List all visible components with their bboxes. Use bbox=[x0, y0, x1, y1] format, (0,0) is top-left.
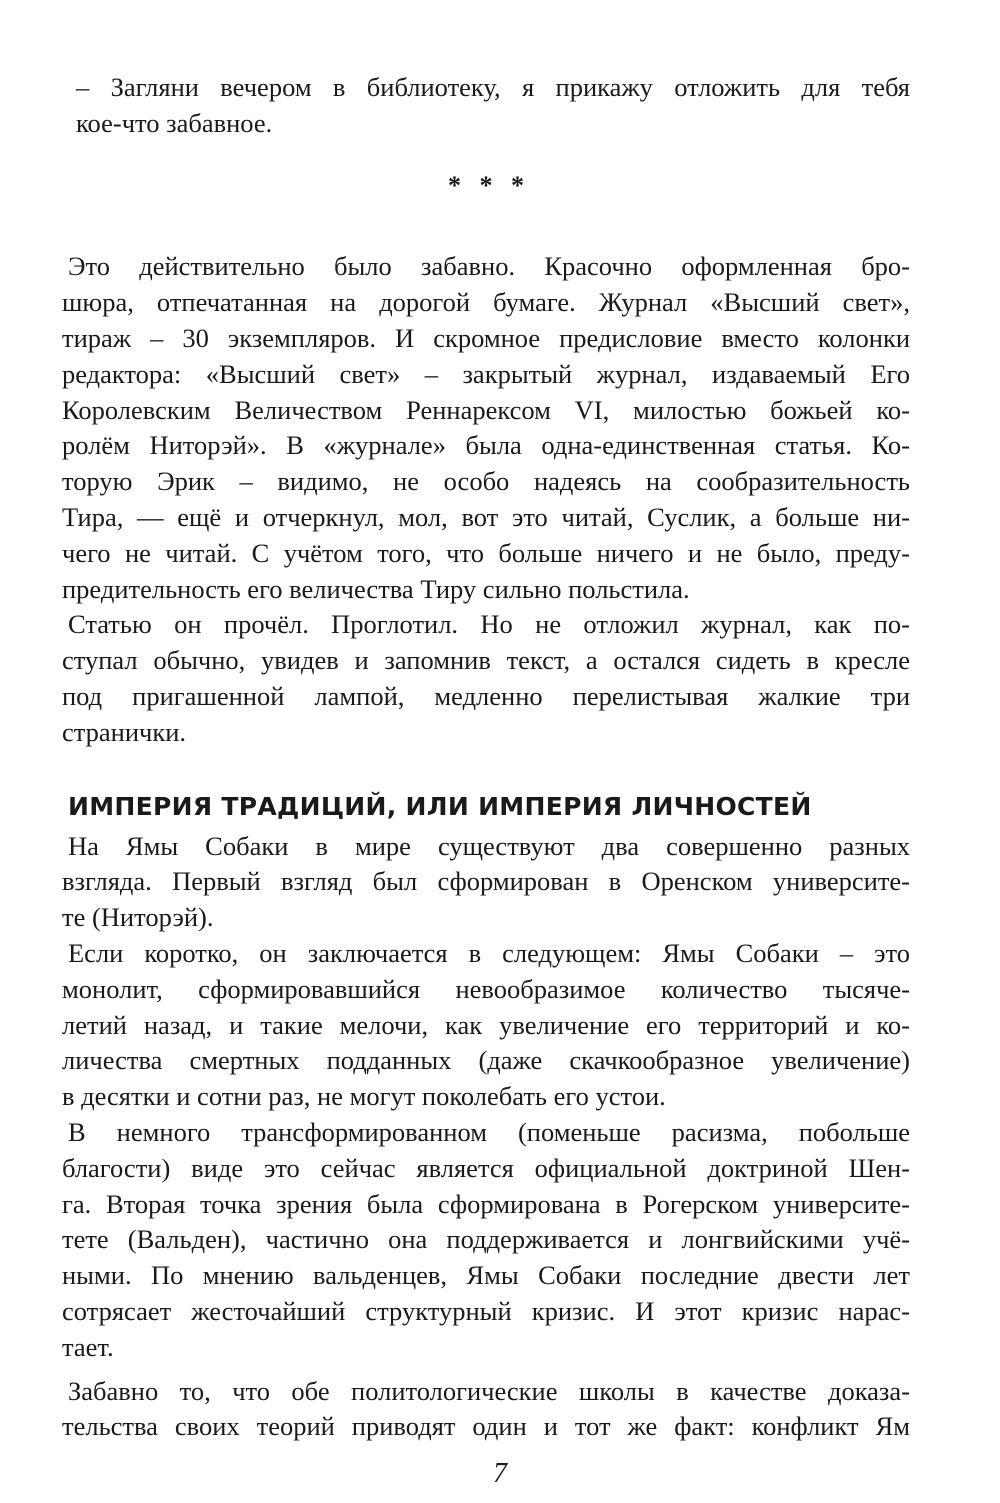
text-line: взгляда. Первый взгляд был сформирован в Оренском университе- bbox=[62, 866, 910, 897]
text-line: чего не читай. С учётом того, что больше ничего и не было, преду- bbox=[62, 537, 910, 568]
text-line: Королевским Величеством Реннарексом VI, милостью божьей ко- bbox=[62, 394, 910, 425]
text-line: торую Эрик – видимо, не особо надеясь на сообразительность bbox=[62, 466, 910, 497]
text-line: личества смертных подданных (даже скачкообразное увеличение) bbox=[62, 1045, 910, 1076]
text-line: ролём Ниторэй». В «журнале» была одна-единственная статья. Ко- bbox=[62, 430, 910, 461]
text-line: – Загляни вечером в библиотеку, я прикажу отложить для тебя bbox=[76, 72, 910, 102]
text-line: Статью он прочёл. Проглотил. Но не отложил журнал, как по- bbox=[68, 609, 910, 640]
text-line: Тира, — ещё и отчеркнул, мол, вот это читай, Суслик, а больше ни- bbox=[62, 501, 910, 532]
text-line: шюра, отпечатанная на дорогой бумаге. Журнал «Высший свет», bbox=[62, 287, 910, 318]
text-line: летий назад, и такие мелочи, как увеличение его территорий и ко- bbox=[62, 1009, 910, 1040]
text-line: га. Вторая точка зрения была сформирована в Рогерском университе- bbox=[62, 1188, 910, 1219]
text-line: тете (Вальден), частично она поддерживается и лонгвийскими учё- bbox=[62, 1224, 910, 1255]
text-line: сотрясает жесточайший структурный кризис. И этот кризис нарас- bbox=[62, 1295, 910, 1326]
section-separator: * * * bbox=[448, 170, 530, 200]
text-line: Забавно то, что обе политологические школы в качестве доказа- bbox=[68, 1375, 910, 1406]
text-line: под пригашенной лампой, медленно перелистывая жалкие три bbox=[62, 680, 910, 711]
text-line: те (Ниторэй). bbox=[62, 902, 214, 933]
text-line: в десятки и сотни раз, не могут поколебать его устои. bbox=[62, 1081, 666, 1112]
text-line: На Ямы Собаки в мире существуют два совершенно разных bbox=[68, 830, 910, 861]
text-line: тает. bbox=[62, 1331, 114, 1362]
text-line: странички. bbox=[62, 716, 187, 747]
page-number: 7 bbox=[493, 1458, 507, 1489]
text-line: Если коротко, он заключается в следующем: Ямы Собаки – это bbox=[68, 937, 910, 968]
text-line: Это действительно было забавно. Красочно оформленная бро- bbox=[68, 251, 910, 282]
section-heading: ИМПЕРИЯ ТРАДИЦИЙ, ИЛИ ИМПЕРИЯ ЛИЧНОСТЕЙ bbox=[68, 791, 812, 821]
text-line: тельства своих теорий приводят один и тот же факт: конфликт Ям bbox=[62, 1411, 910, 1442]
text-line: В немного трансформированном (поменьше расизма, побольше bbox=[68, 1116, 910, 1147]
text-line: ступал обычно, увидев и запомнив текст, а остался сидеть в кресле bbox=[62, 645, 910, 676]
paragraph-3 bbox=[62, 829, 910, 936]
paragraph-5 bbox=[62, 1115, 910, 1366]
text-line: редактора: «Высший свет» – закрытый журнал, издаваемый Его bbox=[62, 358, 910, 389]
text-line: предительность его величества Тиру сильно польстила. bbox=[62, 573, 690, 604]
paragraph-4 bbox=[62, 936, 910, 1115]
text-line: монолит, сформировавшийся невообразимое количество тысяче- bbox=[62, 973, 910, 1004]
text-line: благости) виде это сейчас является официальной доктриной Шен- bbox=[62, 1152, 910, 1183]
book-page bbox=[62, 70, 910, 1445]
paragraph-1 bbox=[62, 249, 910, 607]
dialogue-paragraph bbox=[68, 70, 910, 142]
text-line: тираж – 30 экземпляров. И скромное предисловие вместо колонки bbox=[62, 322, 910, 353]
text-line: ными. По мнению вальденцев, Ямы Собаки последние двести лет bbox=[62, 1260, 910, 1291]
paragraph-2 bbox=[62, 607, 910, 750]
text-line: кое-что забавное. bbox=[76, 107, 273, 138]
paragraph-6 bbox=[62, 1374, 910, 1446]
